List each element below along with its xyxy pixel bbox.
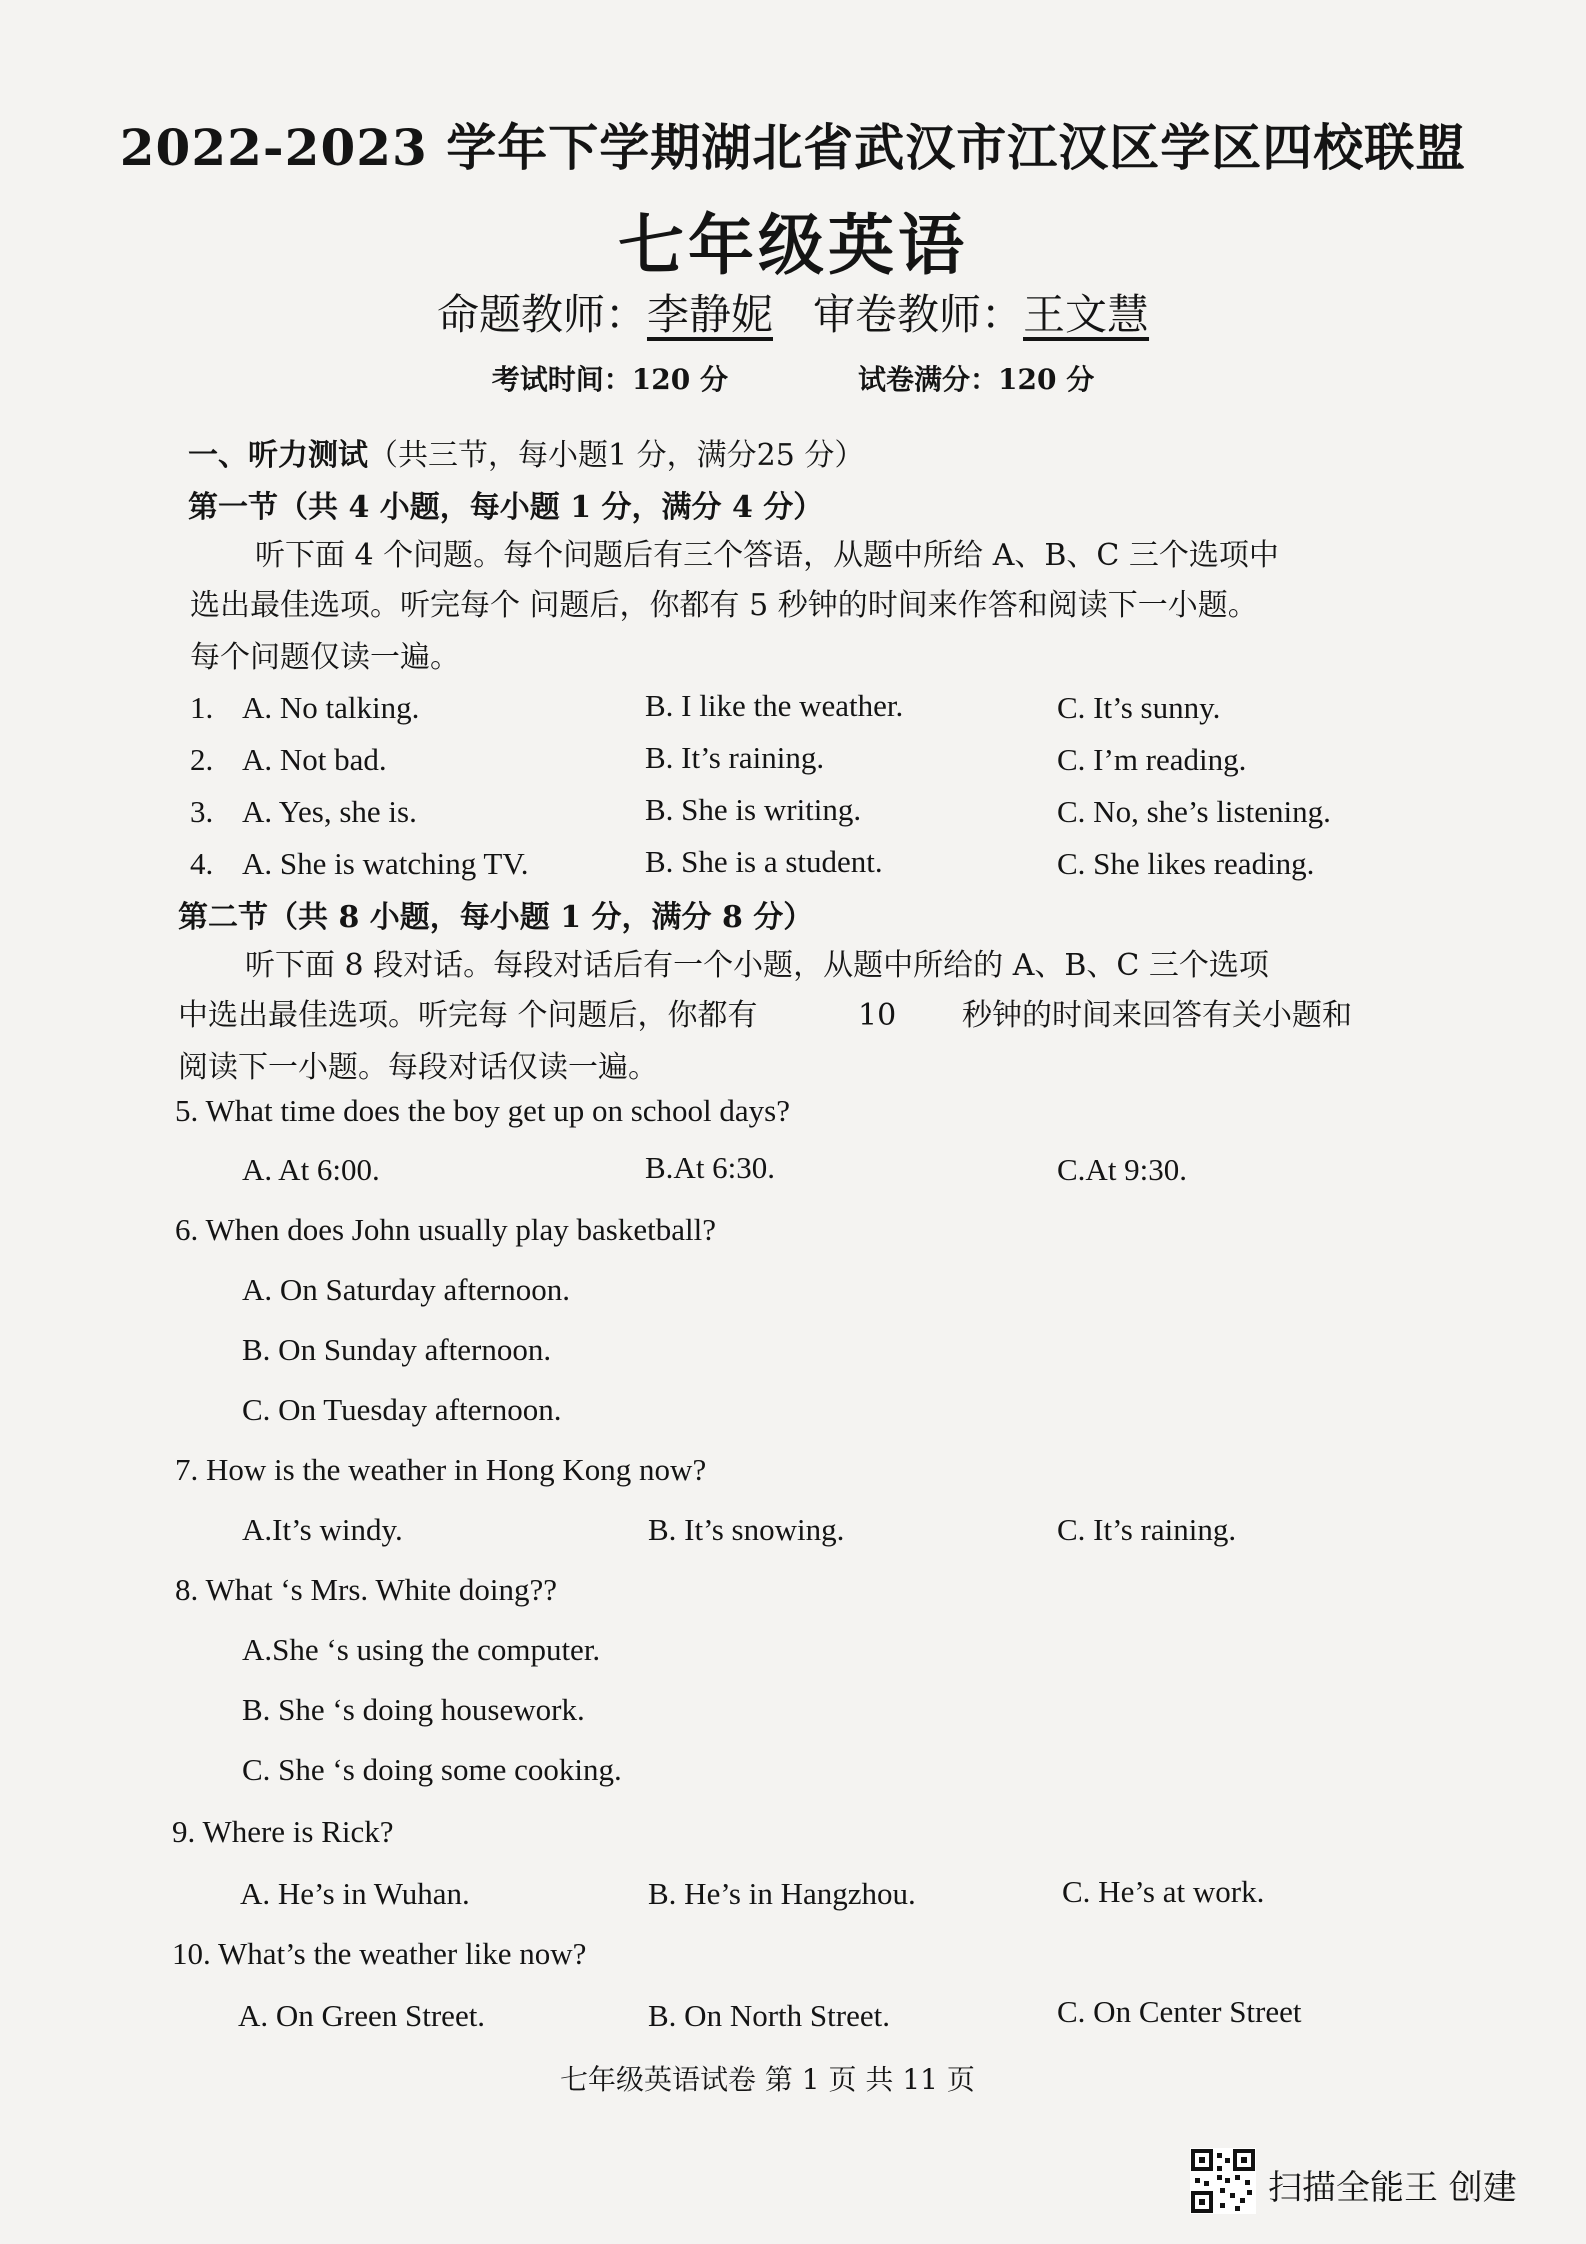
question-number: 3.: [190, 794, 214, 829]
exam-subtitle: 七年级英语: [618, 206, 968, 284]
option-c: C. She likes reading.: [1057, 846, 1315, 881]
setter-label: 命题教师：: [436, 290, 647, 339]
option-a: A.It’s windy.: [242, 1512, 403, 1547]
option-c: C. It’s raining.: [1057, 1512, 1237, 1547]
part1-heading: [188, 430, 864, 474]
section2-instruction-line: 听下面 8 段对话。每段对话后有一个小题，从题中所给的 A、B、C 三个选项: [245, 948, 1269, 983]
exam-score: 试卷满分：120 分: [858, 363, 1095, 396]
option-a: A. On Saturday afternoon.: [242, 1272, 570, 1307]
part1-note: （共三节，每小题1 分，满分25 分）: [368, 438, 865, 473]
option-b: B. She is a student.: [645, 844, 883, 879]
qr-code-icon: [1190, 2148, 1256, 2214]
option-c: C. He’s at work.: [1062, 1874, 1265, 1909]
page-footer: 七年级英语试卷 第 1 页 共 11 页: [560, 2063, 975, 2096]
teacher-line: [0, 282, 1586, 342]
option-b: B. On Sunday afternoon.: [242, 1332, 552, 1367]
question-number: 1.: [190, 690, 214, 725]
section2-heading: 第二节（共 8 小题，每小题 1 分，满分 8 分）: [178, 900, 814, 935]
exam-time: 考试时间：120 分: [491, 363, 728, 396]
section1-instruction-line: 听下面 4 个问题。每个问题后有三个答语，从题中所给 A、B、C 三个选项中: [255, 538, 1279, 573]
option-b: B. I like the weather.: [645, 688, 904, 723]
option-a: A. Yes, she is.: [242, 794, 417, 829]
option-c: C. No, she’s listening.: [1057, 794, 1331, 829]
option-a: A. He’s in Wuhan.: [240, 1876, 470, 1911]
exam-meta: [0, 358, 1586, 398]
section1-heading: 第一节（共 4 小题，每小题 1 分，满分 4 分）: [188, 490, 824, 525]
question-stem: 8. What ‘s Mrs. White doing??: [175, 1572, 557, 1607]
option-b: B. On North Street.: [648, 1998, 890, 2033]
option-c: C. On Center Street: [1057, 1994, 1302, 2029]
question-stem: 10. What’s the weather like now?: [172, 1936, 587, 1971]
section1-instruction-line: 选出最佳选项。听完每个 问题后，你都有 5 秒钟的时间来作答和阅读下一小题。: [190, 588, 1258, 623]
question-stem: 6. When does John usually play basketball?: [175, 1212, 716, 1247]
reviewer-label: 审卷教师：: [813, 290, 1024, 339]
question-stem: 9. Where is Rick?: [172, 1814, 394, 1849]
section2-instruction-line: 中选出最佳选项。听完每 个问题后，你都有: [178, 998, 758, 1033]
scanner-watermark-text: 扫描全能王 创建: [1268, 2168, 1517, 2208]
option-b: B.At 6:30.: [645, 1150, 776, 1185]
setter-name: 李静妮: [646, 290, 773, 339]
option-c: C. She ‘s doing some cooking.: [242, 1752, 622, 1787]
section2-instruction-line: 秒钟的时间来回答有关小题和: [962, 998, 1352, 1033]
section1-instruction-line: 每个问题仅读一遍。: [190, 640, 460, 675]
option-b: B. She ‘s doing housework.: [242, 1692, 585, 1727]
exam-title: 2022-2023 学年下学期湖北省武汉市江汉区学区四校联盟: [119, 118, 1467, 177]
question-stem: 5. What time does the boy get up on school days?: [175, 1093, 791, 1128]
section2-instruction-line: 阅读下一小题。每段对话仅读一遍。: [178, 1050, 658, 1085]
option-c: C.At 9:30.: [1057, 1152, 1188, 1187]
option-a: A. No talking.: [242, 690, 420, 725]
section2-instruction-seconds: 10: [858, 998, 897, 1033]
question-stem: 7. How is the weather in Hong Kong now?: [175, 1452, 707, 1487]
part1-title: 一、听力测试: [188, 438, 368, 473]
option-a: A. She is watching TV.: [242, 846, 529, 881]
option-c: C. It’s sunny.: [1057, 690, 1221, 725]
option-a: A. Not bad.: [242, 742, 387, 777]
option-a: A. On Green Street.: [238, 1998, 486, 2033]
option-b: B. It’s raining.: [645, 740, 825, 775]
option-a: A. At 6:00.: [242, 1152, 380, 1187]
option-c: C. I’m reading.: [1057, 742, 1247, 777]
option-c: C. On Tuesday afternoon.: [242, 1392, 562, 1427]
reviewer-name: 王文慧: [1023, 290, 1150, 339]
question-number: 2.: [190, 742, 214, 777]
option-a: A.She ‘s using the computer.: [242, 1632, 601, 1667]
question-number: 4.: [190, 846, 214, 881]
option-b: B. He’s in Hangzhou.: [648, 1876, 916, 1911]
option-b: B. She is writing.: [645, 792, 862, 827]
option-b: B. It’s snowing.: [648, 1512, 845, 1547]
